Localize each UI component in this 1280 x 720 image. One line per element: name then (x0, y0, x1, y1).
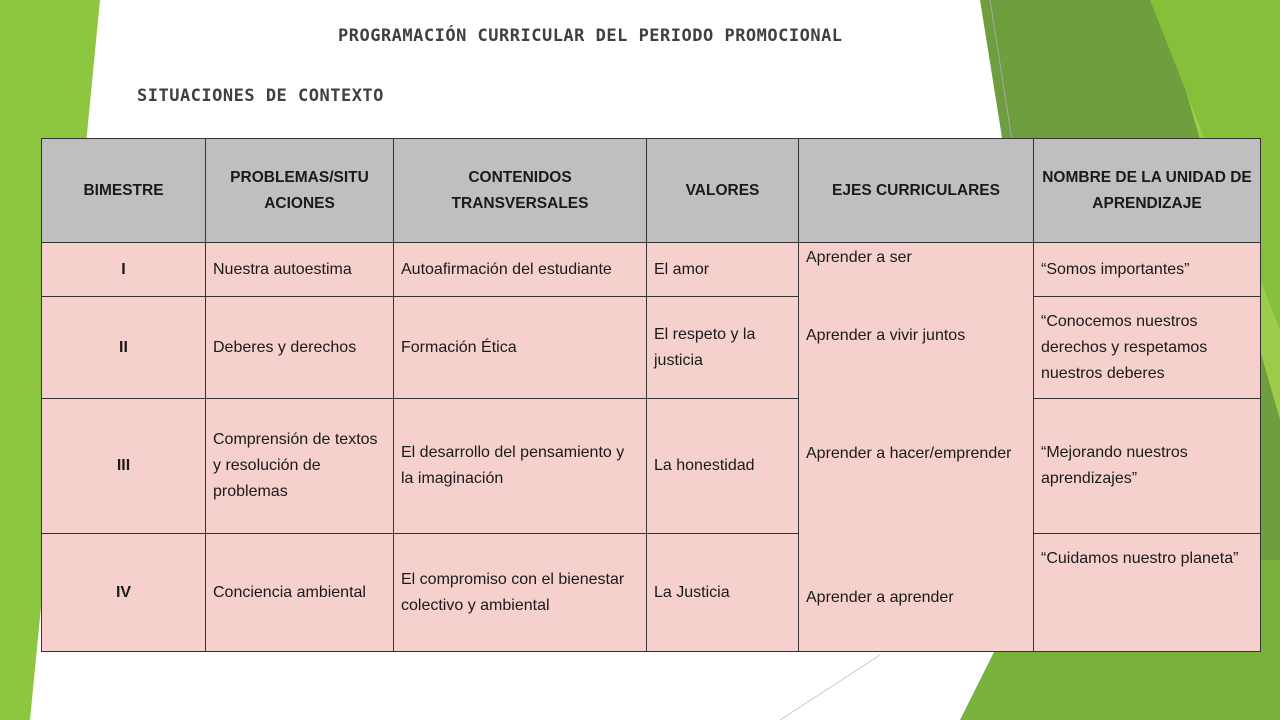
cell-ejes-curriculares (799, 243, 1034, 652)
header-valores: VALORES (647, 139, 799, 243)
cell-problema: Conciencia ambiental (206, 534, 394, 652)
table-header-row (42, 139, 1261, 243)
cell-problema: Comprensión de textos y resolución de problemas (206, 399, 394, 534)
cell-valor: El amor (647, 243, 799, 297)
slide-subtitle: SITUACIONES DE CONTEXTO (137, 86, 384, 106)
cell-problema: Deberes y derechos (206, 297, 394, 399)
cell-bimestre: I (42, 243, 206, 297)
cell-bimestre: II (42, 297, 206, 399)
header-ejes: EJES CURRICULARES (799, 139, 1034, 243)
cell-contenido: El compromiso con el bienestar colectivo y ambiental (394, 534, 647, 652)
table-row (42, 399, 1261, 534)
header-bimestre: BIMESTRE (42, 139, 206, 243)
thin-diagonal-line-bottom (780, 655, 880, 720)
curriculum-table (41, 138, 1261, 652)
cell-unidad: “Mejorando nuestros aprendizajes” (1034, 399, 1261, 534)
cell-unidad: “Cuidamos nuestro planeta” (1034, 534, 1261, 652)
cell-bimestre: III (42, 399, 206, 534)
header-unidad: NOMBRE DE LA UNIDAD DE APRENDIZAJE (1034, 139, 1261, 243)
table-row (42, 297, 1261, 399)
cell-unidad: “Somos importantes” (1034, 243, 1261, 297)
cell-valor: La honestidad (647, 399, 799, 534)
eje-item: Aprender a ser (806, 249, 912, 266)
slide-title: PROGRAMACIÓN CURRICULAR DEL PERIODO PROMOCIONAL (338, 26, 843, 46)
cell-bimestre: IV (42, 534, 206, 652)
header-contenidos: CONTENIDOS TRANSVERSALES (394, 139, 647, 243)
eje-item: Aprender a hacer/emprender (806, 445, 1012, 462)
cell-valor: El respeto y la justicia (647, 297, 799, 399)
eje-item: Aprender a aprender (806, 589, 954, 606)
eje-item: Aprender a vivir juntos (806, 327, 966, 344)
cell-valor: La Justicia (647, 534, 799, 652)
cell-contenido: Formación Ética (394, 297, 647, 399)
cell-problema: Nuestra autoestima (206, 243, 394, 297)
table-row (42, 243, 1261, 297)
cell-unidad: “Conocemos nuestros derechos y respetamos nuestros deberes (1034, 297, 1261, 399)
table-row (42, 534, 1261, 652)
cell-contenido: Autoafirmación del estudiante (394, 243, 647, 297)
header-problemas: PROBLEMAS/SITU ACIONES (206, 139, 394, 243)
cell-contenido: El desarrollo del pensamiento y la imaginación (394, 399, 647, 534)
